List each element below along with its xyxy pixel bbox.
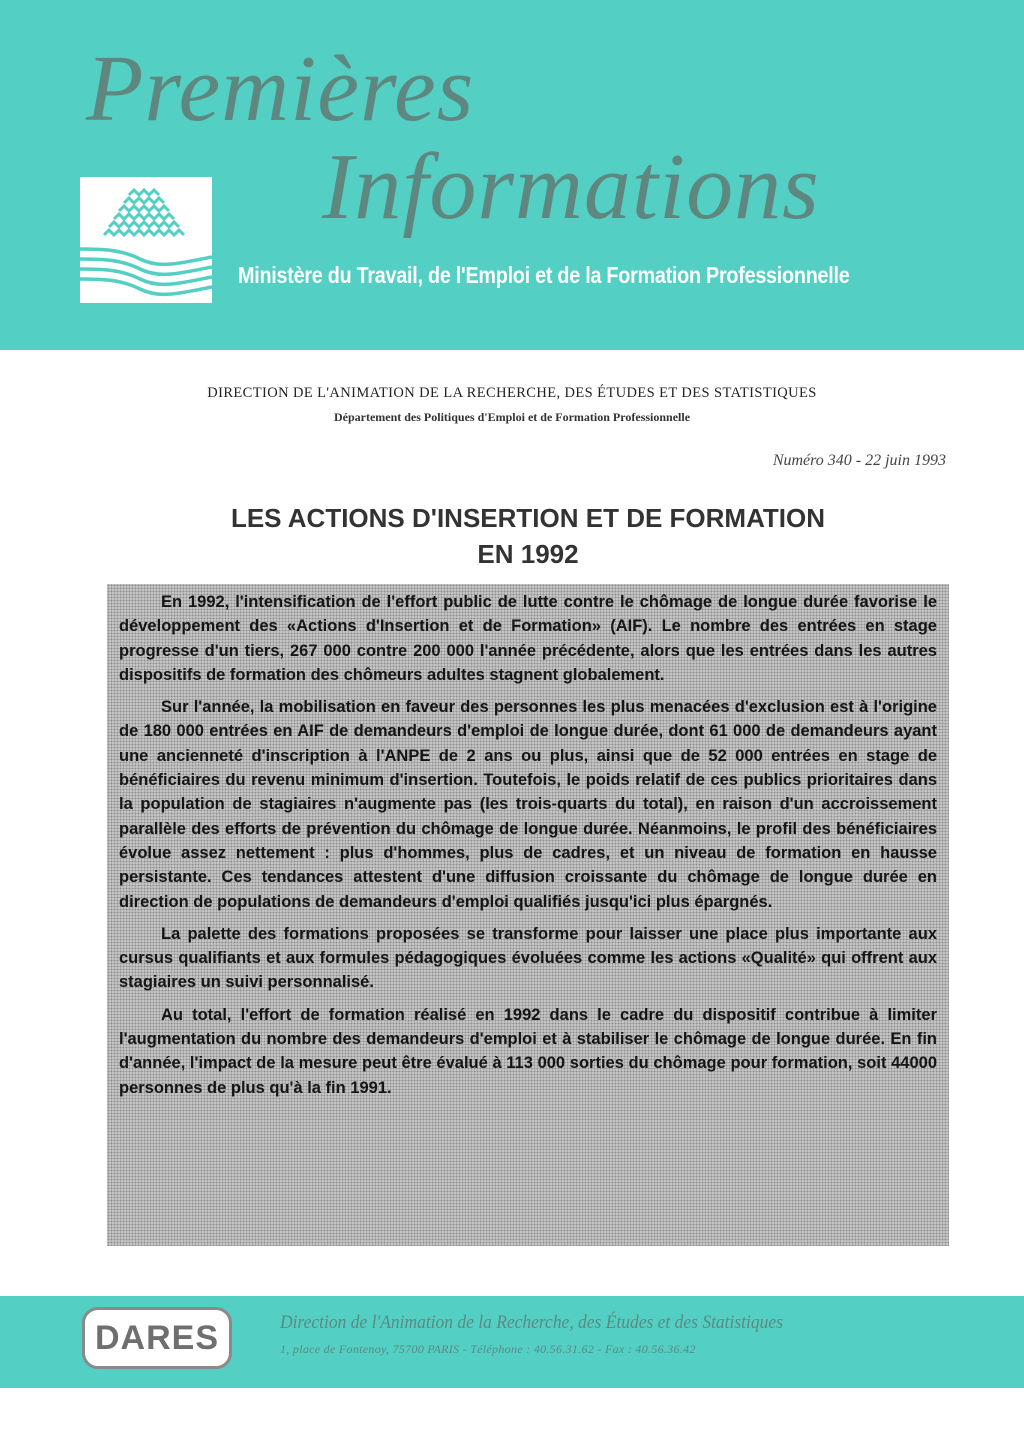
summary-paragraph-2: Sur l'année, la mobilisation en faveur des personnes les plus menacées d'exclusion est à l'origine de 180 000 entrées en AIF de demandeurs d'emploi de longue durée, dont 61 000 de demandeurs ayant une ancienneté d'inscription à l'ANPE de 2 ans ou plus, ainsi que de 52 000 entrées en stage de bénéficiaires du revenu minimum d'insertion. Toutefois, le poids relatif de ces publics prioritaires dans la population de stagiaires n'augmente pas (les trois-quarts du total), en raison d'un accroissement parallèle des efforts de prévention du chômage de longue durée. Néanmoins, le profil des bénéficiaires évolue assez nettement : plus d'hommes, plus de cadres, et un niveau de formation en hausse persistante. Ces tendances attestent d'une diffusion croissante du chômage de longue durée en direction de populations de demandeurs d'emploi qualifiés jusqu'ici plus épargnés. (119, 698, 937, 911)
departement-subheading: Département des Politiques d'Emploi et de Formation Professionnelle (333, 410, 691, 424)
header-banner (0, 0, 1024, 350)
dares-badge-label: DARES (94, 1319, 220, 1357)
tree-waves-logo-icon (80, 177, 212, 303)
publication-title-line2: Informations (322, 135, 820, 239)
summary-paragraph-3: La palette des formations proposées se transforme pour laisser une place plus importante aux cursus qualifiants et aux formules pédagogiques évoluées comme les actions «Qualité» qui offrent aux stagiaires un suivi personnalisé. (119, 924, 937, 992)
footer-direction-name: Direction de l'Animation de la Recherche, des Études et des Statistiques (280, 1312, 783, 1333)
direction-heading: DIRECTION DE L'ANIMATION DE LA RECHERCHE, DES ÉTUDES ET DES STATISTIQUES (207, 385, 817, 401)
dares-badge (82, 1307, 232, 1369)
ministry-name: Ministère du Travail, de l'Emploi et de la Formation Professionnelle (238, 262, 850, 288)
publication-title-line1: Premières (86, 37, 475, 141)
ministry-logo (80, 177, 212, 303)
summary-paragraph-1: En 1992, l'intensification de l'effort public de lutte contre le chômage de longue durée favorise le développement des «Actions d'Insertion et de Formation» (AIF). Le nombre des entrées en stage progresse d'un tiers, 267 000 contre 200 000 l'année précédente, alors que les entrées dans les autres dispositifs de formation des chômeurs adultes stagnent globalement. (119, 593, 937, 684)
summary-paragraph-4: Au total, l'effort de formation réalisé en 1992 dans le cadre du dispositif contribue à limiter l'augmentation du nombre des demandeurs d'emploi et à stabiliser le chômage de longue durée. En fin d'année, l'impact de la mesure peut être évalué à 113 000 sorties du chômage pour formation, soit 44000 personnes de plus qu'à la fin 1991. (119, 1005, 937, 1097)
document-title-line1: LES ACTIONS D'INSERTION ET DE FORMATION (230, 503, 826, 533)
document-title (0, 500, 1024, 572)
issue-number-date: Numéro 340 - 22 juin 1993 (772, 452, 946, 469)
document-title-line2: EN 1992 (477, 539, 579, 569)
footer-address: 1, place de Fontenoy, 75700 PARIS - Téléphone : 40.56.31.62 - Fax : 40.56.36.42 (280, 1342, 696, 1356)
summary-text (119, 590, 937, 1108)
